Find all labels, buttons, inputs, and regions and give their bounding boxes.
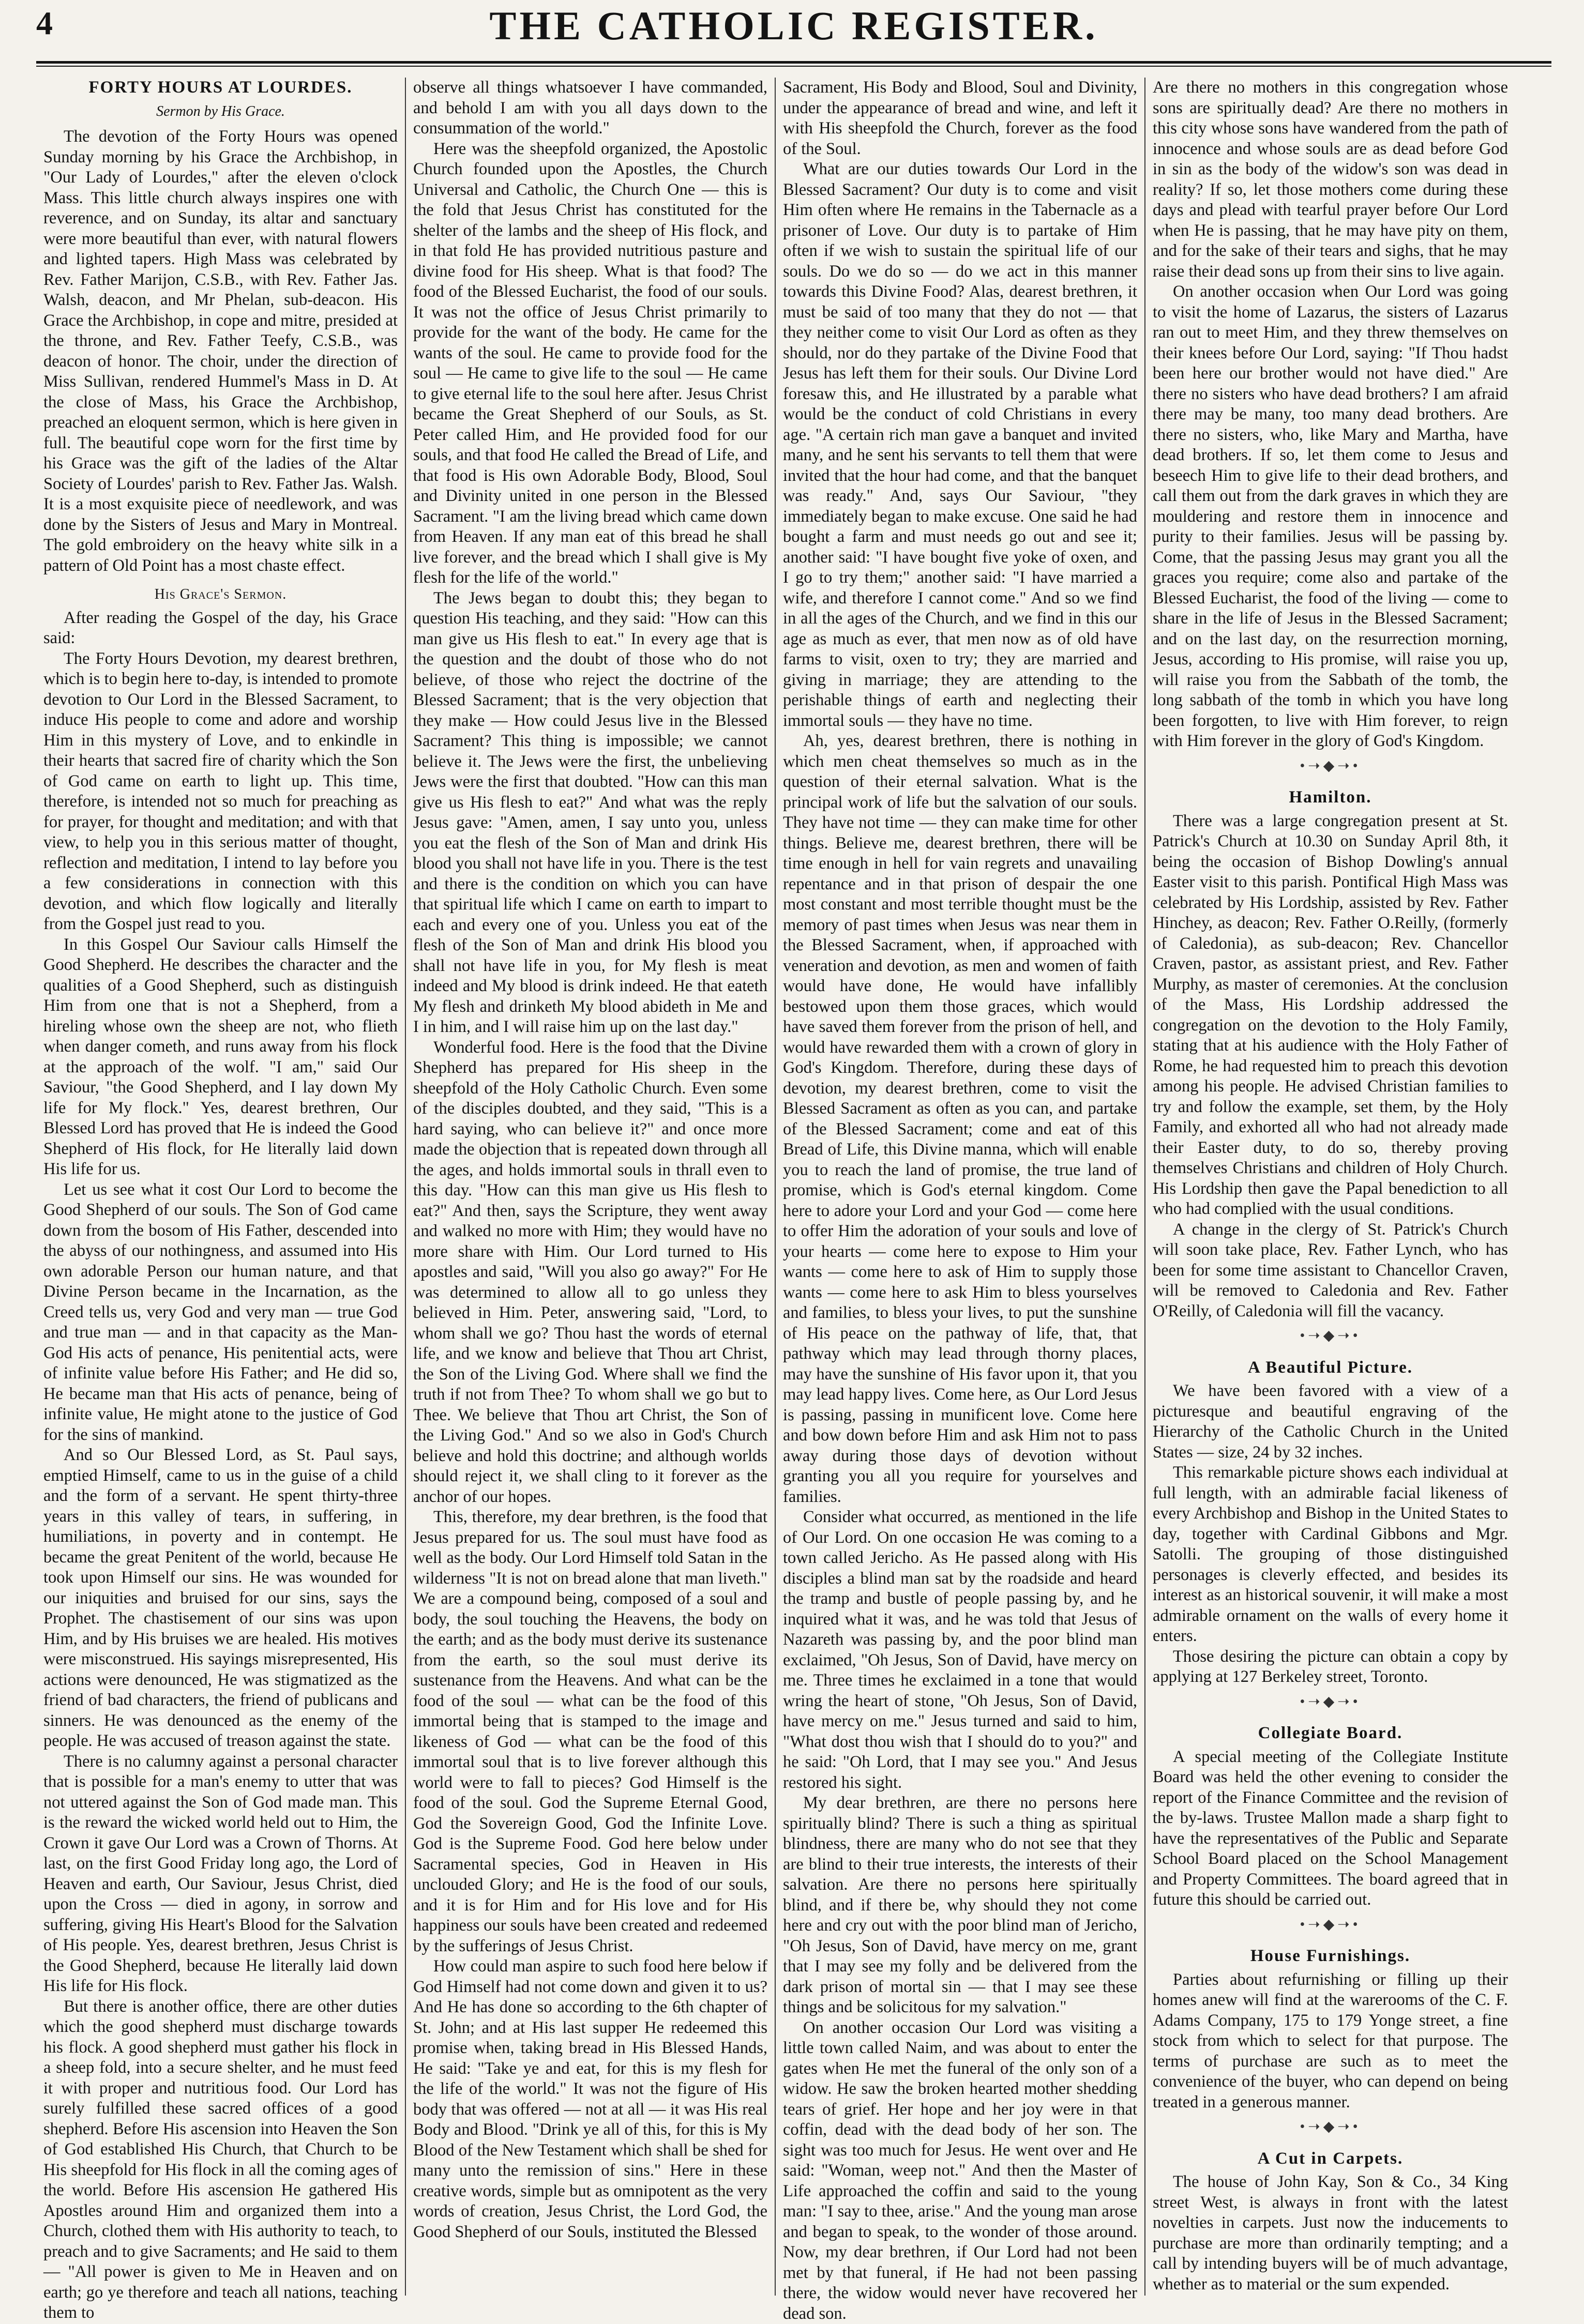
paragraph: There was a large congregation present at St. Patrick's Church at 10.30 on Sunday April 8th, it being the occasion of Bishop Dowling's annual Easter visit to this parish. Pontifical High Mass was celebrated by His Lordship, assisted by Rev. Father Hinchey, as deacon; Rev. Father O.Reilly, (formerly of Caledonia), as sub-deacon; Rev. Chancellor Craven, pastor, as assistant priest, and Rev. Father Murphy, as master of ceremonies. At the conclusion of the Mass, His Lordship addressed the congregation on the devotion to the Holy Family, stating that at his audience with the Holy Father of Rome, he had requested him to preach this devotion among his people. He advised Christian families to try and follow the example, set them, by the Holy Family, and exhorted all who had not already made their Easter duty, to do so, thereby proving themselves Christians and children of Holy Church. His Lordship then gave the Papal benediction to all who had complied with the usual conditions. [1153, 811, 1508, 1220]
article-title-picture: A Beautiful Picture. [1153, 1358, 1508, 1378]
paragraph: But there is another office, there are other duties which the good shepherd must discharge towards his flock. A good shepherd must gather his flock in a sheep fold, into a secure shelter, and he must feed it with proper and nutritious food. Our Lord has surely fulfilled these sacred offices of a good shepherd. Before His ascension into Heaven the Son of God established His Church, that Church to be His sheepfold for His flock in all the coming ages of the world. Before His ascension He gathered His Apostles around Him and organized them into a Church, clothed them with His authority to teach, to preach and to give Sacraments; and He said to them — "All power is given to Me in Heaven and on earth; go ye therefore and teach all nations, teaching them to [43, 1997, 398, 2323]
divider-ornament: •➝◆➝• [1153, 2117, 1508, 2137]
paragraph: And so Our Blessed Lord, as St. Paul says, emptied Himself, came to us in the guise of a child and the form of a servant. He spent thirty-three years in this valley of tears, in suffering, in humiliations, in poverty and in contempt. He became the great Penitent of the world, because He took upon Himself our sins. He was wounded for our iniquities and bruised for our sins, says the Prophet. The chastisement of our sins was upon Him, and by His bruises we are healed. His motives were misconstrued. His sayings misrepresented, His actions were denounced, He was stigmatized as the friend of bad characters, the friend of publicans and sinners. He was denounced as the enemy of the people. He was accused of treason against the state. [43, 1445, 398, 1752]
article-title-forty-hours: FORTY HOURS AT LOURDES. [43, 78, 398, 98]
page-number: 4 [36, 4, 53, 42]
paragraph: Wonderful food. Here is the food that the Divine Shepherd has prepared for His sheep in the sheepfold of the Holy Catholic Church. Even some of the disciples doubted, and they said, "This is a hard saying, who can believe it?" and once more made the objection that is repeated down through all the ages, and holds immortal souls in thrall even to this day. "How can this man give us His flesh to eat?" And then, says the Scripture, they went away and walked no more with Him; they would have no more share with Him. Our Lord turned to His apostles and said, "Will you also go away?" For He was determined to allow all to go unless they believed in Him. Peter, answering said, "Lord, to whom shall we go? Thou hast the words of eternal life, and we know and believe that Thou art Christ, the Son of the Living God. Where shall we find the truth if not from Thee? To whom shall we go but to Thee. We believe that Thou art Christ, the Son of the Living God." And so we also in God's Church believe and hold this doctrine; and although worlds should reject it, we shall cling to it forever as the anchor of our hopes. [413, 1038, 767, 1508]
article-title-collegiate-board: Collegiate Board. [1153, 1723, 1508, 1744]
paragraph: On another occasion Our Lord was visiting a little town called Naim, and was about to enter the gates when He met the funeral of the only son of a widow. He saw the broken hearted mother shedding tears of grief. Her hope and her joy were in that coffin, dead with the dead body of her son. The sight was too much for Jesus. He went over and He said: "Woman, weep not." And then the Master of Life approached the coffin and said to the young man: "I say to thee, arise." And the young man arose and began to speak, to the wonder of those around. Now, my dear brethren, if Our Lord had not been met by that funeral, if He had not been passing there, the widow would never have recovered her dead son. [783, 2018, 1137, 2324]
paragraph: There is no calumny against a personal character that is possible for a man's enemy to utter that was not uttered against the Son of God made man. This is the reward the wicked world held out to Him, the Crown it gave Our Lord was a Crown of Thorns. At last, on the first Good Friday long ago, the Lord of Heaven and earth, Our Saviour, Jesus Christ, died upon the Cross — died in agony, in sorrow and suffering, giving His Heart's Blood for the Salvation of His people. Yes, dearest brethren, Jesus Christ is the Good Shepherd, because He literally laid down His life for His flock. [43, 1752, 398, 1997]
column-4 [1145, 78, 1515, 2296]
article-title-carpets: A Cut in Carpets. [1153, 2149, 1508, 2169]
paragraph: This remarkable picture shows each individual at full length, with an admirable facial likeness of every Archbishop and Bishop in the United States to day, together with Cardinal Gibbons and Mgr. Satolli. The grouping of those distinguished personages is cleverly effected, and besides its interest as an historical souvenir, it will make a most admirable ornament on the walls of every home it enters. [1153, 1463, 1508, 1647]
paragraph: We have been favored with a view of a picturesque and beautiful engraving of the Hierarchy of the Catholic Church in the United States — size, 24 by 32 inches. [1153, 1381, 1508, 1463]
paragraph: A special meeting of the Collegiate Institute Board was held the other evening to consider the report of the Finance Committee and the revision of the by-laws. Trustee Mallon made a sharp fight to have the representatives of the Public and Separate School Board placed on the School Management and Property Committees. The board agreed that in future this should be carried out. [1153, 1747, 1508, 1910]
paper-title: THE CATHOLIC REGISTER. [489, 3, 1098, 49]
column-2 [406, 78, 776, 2296]
section-heading-sermon: His Grace's Sermon. [43, 584, 398, 605]
paragraph: After reading the Gospel of the day, his Grace said: [43, 608, 398, 649]
column-1 [36, 78, 406, 2296]
paragraph: Are there no mothers in this congregation whose sons are spiritually dead? Are there no mothers in this city whose sons have wandered from the path of innocence and whose souls are as dead before God in sin as the body of the widow's son was dead in reality? If so, let those mothers come during these days and plead with tearful prayer before Our Lord when He is passing, that he may have pity on them, and for the sake of their tears and sighs, that he may raise their dead sons up from their sins to live again. [1153, 78, 1508, 282]
paragraph: The devotion of the Forty Hours was opened Sunday morning by his Grace the Archbishop, in "Our Lady of Lourdes," after the eleven o'clock Mass. This little church always inspires one with reverence, and on Sunday, its altar and sanctuary were more beautiful than ever, with natural flowers and lighted tapers. High Mass was celebrated by Rev. Father Marijon, C.S.B., with Rev. Father Jas. Walsh, deacon, and Mr Phelan, sub-deacon. His Grace the Archbishop, in cope and mitre, presided at the throne, and Rev. Father Teefy, C.S.B., was deacon of honor. The choir, under the direction of Miss Sullivan, rendered Hummel's Mass in D. At the close of Mass, his Grace the Archbishop, preached an eloquent sermon, which is here given in full. The beautiful cope worn for the first time by his Grace was the gift of the ladies of the Altar Society of Lourdes' parish to Rev. Father Jas. Walsh. It is a most exquisite piece of needlework, and was done by the Sisters of Jesus and Mary in Montreal. The gold embroidery on the heavy white silk in a pattern of Old Point has a most chaste effect. [43, 127, 398, 576]
paragraph: How could man aspire to such food here below if God Himself had not come down and given it to us? And He has done so according to the 6th chapter of St. John; and at His last supper He redeemed this promise when, taking bread in His Blessed Hands, He said: "Take ye and eat, for this is my flesh for the life of the world." It was not the figure of His body that was offered — not at all — it was His real Body and Blood. "Drink ye all of this, for this is My Blood of the New Testament which shall be shed for many unto the remission of sins." Here in these creative words, simple but as omnipotent as the very words of creation, Jesus Christ, the Lord God, the Good Shepherd of our Souls, instituted the Blessed [413, 1956, 767, 2242]
paragraph: Ah, yes, dearest brethren, there is nothing in which men cheat themselves so much as in the question of their eternal salvation. What is the principal work of life but the salvation of our souls. They have not time — they can make time for other things. Believe me, dearest brethren, there will be time enough in hell for vain regrets and unavailing repentance and in that prison of despair the one most constant and most terrible thought must be the memory of past times when Jesus was near them in the Blessed Sacrament, when, if approached with veneration and devotion, as men and women of faith would have done, He would have infallibly bestowed upon them those graces, which would have saved them forever from the prison of hell, and would have rewarded them with a crown of glory in God's Kingdom. Therefore, during these days of devotion, my dearest brethren, come to visit the Blessed Sacrament as often as you can, and partake of the Blessed Sacrament; come and eat of this Bread of Life, this Divine manna, which will enable you to reach the land of promise, the true land of promise, which is God's eternal kingdom. Come here to adore your Lord and your God — come here to offer Him the adoration of your souls and love of your hearts — come here to expose to Him your wants — come here to ask of Him to supply those wants — come here to ask Him to bless yourselves and families, to bless your lives, to put the sunshine of His peace on the pathway of life, that, that pathway which may lead through thorny places, may have the sunshine of His favor upon it, that you may lead happy lives. Come here, as Our Lord Jesus is passing, passing in munificent love. Come here and bow down before Him and ask Him not to pass away during those days of devotion without granting you all you require for yourselves and families. [783, 731, 1137, 1507]
columns [36, 78, 1551, 2296]
divider-ornament: •➝◆➝• [1153, 1915, 1508, 1935]
article-title-house-furnishings: House Furnishings. [1153, 1946, 1508, 1967]
column-3 [776, 78, 1145, 2296]
divider-ornament: •➝◆➝• [1153, 1692, 1508, 1712]
paragraph: The house of John Kay, Son & Co., 34 King street West, is always in front with the latest novelties in carpets. Just now the inducements to purchase are more than ordinarily tempting; and a call by intending buyers will be of much advantage, whether as to material or the sum expended. [1153, 2172, 1508, 2295]
paragraph: My dear brethren, are there no persons here spiritually blind? There is such a thing as spiritual blindness, there are many who do not see that they are blind to their true interests, the interests of their salvation. Are there no persons here spiritually blind, and if there be, why should they not come here and cry out with the poor blind man of Jericho, "Oh Jesus, Son of David, have mercy on me, grant that I may see my folly and be delivered from the dark prison of mortal sin — that I may see these things and be solicitous for my salvation." [783, 1793, 1137, 2018]
paragraph: The Forty Hours Devotion, my dearest brethren, which is to begin here to-day, is intended to promote devotion to Our Lord in the Blessed Sacrament, to induce His people to come and adore and worship Him in this mystery of Love, and to enkindle in their hearts that sacred fire of charity which the Son of God came on earth to light up. This time, therefore, is intended not so much for preaching as for prayer, for thought and meditation; and with that view, to help you in this serious matter of thought, reflection and meditation, I intend to lay before you a few considerations in connection with this devotion, and which flow logically and literally from the Gospel just read to you. [43, 649, 398, 935]
paragraph: Let us see what it cost Our Lord to become the Good Shepherd of our souls. The Son of God came down from the bosom of His Father, descended into the abyss of our nothingness, and assumed into His own adorable Person our human nature, and that Divine Person became in the Incarnation, as the Creed tells us, very God and very man — true God and true man — and in that capacity as the Man-God His acts of penance, His penitential acts, were of infinite value before His Father; and He did so, He became man that His acts of penance, being of infinite value, He might atone to the justice of God for the sins of mankind. [43, 1180, 398, 1446]
paragraph: Here was the sheepfold organized, the Apostolic Church founded upon the Apostles, the Church Universal and Catholic, the Church One — this is the fold that Jesus Christ has constituted for the shelter of the lambs and the sheep of His flock, and in that fold He has provided nutritious pasture and divine food for His sheep. What is that food? The food of the Blessed Eucharist, the food of our souls. It was not the office of Jesus Christ primarily to provide for the want of the body. He came for the wants of the soul. He came to provide food for the soul — He came to give life to the soul — He came to give eternal life to the soul here after. Jesus Christ became the Great Shepherd of our Souls, as St. Peter called Him, and He provided food for our souls, and that food He called the Bread of Life, and that food is His own Adorable Body, Blood, Soul and Divinity united in one person in the Blessed Sacrament. "I am the living bread which came down from Heaven. If any man eat of this bread he shall live forever, and the bread which I shall give is My flesh for the life of the world." [413, 139, 767, 588]
paragraph: This, therefore, my dear brethren, is the food that Jesus prepared for us. The soul must have food as well as the body. Our Lord Himself told Satan in the wilderness "It is not on bread alone that man liveth." We are a compound being, composed of a soul and body, the soul touching the Heavens, the body on the earth; and as the body must derive its sustenance from the earth, so the soul must derive its sustenance from the Heavens. And what can be the food of the soul — what can be the food of this immortal being that is stamped to the image and likeness of God — what can be the food of this immortal soul that is to live forever although this world were to fall to pieces? God Himself is the food of the soul. God the Supreme Eternal Good, God the Sovereign Good, God the Infinite Love. God is the Supreme Food. God here below under Sacramental species, God in Heaven in His unclouded Glory; and He is the food of our souls, and it is for Him and for His love and for His happiness our souls have been created and redeemed by the sufferings of Jesus Christ. [413, 1507, 767, 1956]
paragraph: observe all things whatsoever I have commanded, and behold I am with you all days down to the consummation of the world." [413, 78, 767, 139]
paragraph: In this Gospel Our Saviour calls Himself the Good Shepherd. He describes the character and the qualities of a Good Shepherd, such as distinguish Him from one that is not a Shepherd, from a hireling whose own the sheep are not, who flieth when danger cometh, and runs away from his flock at the approach of the wolf. "I am," said Our Saviour, "the Good Shepherd, and I lay down My life for My flock." Yes, dearest brethren, Our Blessed Lord has proved that He is indeed the Good Shepherd of His flock, for He literally laid down His life for us. [43, 935, 398, 1180]
paragraph: Sacrament, His Body and Blood, Soul and Divinity, under the appearance of bread and wine, and left it with His sheepfold the Church, forever as the food of the Soul. [783, 78, 1137, 159]
paragraph: What are our duties towards Our Lord in the Blessed Sacrament? Our duty is to come and visit Him often where He remains in the Tabernacle as a prisoner of Love. Our duty is to partake of Him often if we wish to sustain the spiritual life of our souls. Do we do so — do we act in this manner towards this Divine Food? Alas, dearest brethren, it must be said of too many that they do not — that they neither come to visit Our Lord as often as they should, nor do they partake of the Divine Food that Jesus has left them for their souls. Our Divine Lord foresaw this, and He illustrated by a parable what would be the conduct of cold Christians in every age. "A certain rich man gave a banquet and invited many, and he sent his servants to tell them that were invited that the hour had come, and that the banquet was ready." And, says Our Saviour, "they immediately began to make excuse. One said he had bought a farm and must needs go out and see it; another said: "I have bought five yoke of oxen, and I go to try them;" another said: "I have married a wife, and therefore I cannot come." And so we find in all the ages of the Church, and we find in this our age as much as ever, that men now as of old have farms to visit, oxen to try; they are married and giving in marriage; they are attending to the perishable things of earth and neglecting their immortal souls — they have no time. [783, 159, 1137, 731]
masthead-rule [36, 61, 1551, 67]
divider-ornament: •➝◆➝• [1153, 1326, 1508, 1346]
article-subtitle-sermon: Sermon by His Grace. [43, 101, 398, 122]
paragraph: The Jews began to doubt this; they began to question His teaching, and they said: "How can this man give us His flesh to eat." In every age that is the question and the doubt of those who do not believe, of those who reject the doctrine of the Blessed Sacrament; that is the very objection that they make — How could Jesus live in the Blessed Sacrament? This thing is impossible; we cannot believe it. The Jews were the first, the unbelieving Jews were the first that doubted. "How can this man give us His flesh to eat?" And what was the reply Jesus gave: "Amen, amen, I say unto you, unless you eat the flesh of the Son of Man and drink His blood you shall not have life in you. There is the test and there is the condition on which you can have that spiritual life which I came on earth to impart to each and every one of you. Unless you eat of the flesh of the Son of Man and drink His blood you shall not have life in you, for My flesh is meat indeed and My blood is drink indeed. He that eateth My flesh and drinketh My blood abideth in Me and I in him, and I will raise him up on the last day." [413, 588, 767, 1038]
paragraph: Consider what occurred, as mentioned in the life of Our Lord. On one occasion He was coming to a town called Jericho. As He passed along with His disciples a blind man sat by the roadside and heard the tramp and bustle of people passing by, and he inquired what it was, and he was told that Jesus of Nazareth was passing by, and the poor blind man exclaimed, "Oh Jesus, Son of David, have mercy on me. Three times he exclaimed in a tone that would wring the heart of stone, "Oh Jesus, Son of David, have mercy on me." Jesus turned and said to him, "What dost thou wish that I should do to you?" and he said: "Oh Lord, that I may see you." And Jesus restored his sight. [783, 1507, 1137, 1793]
divider-ornament: •➝◆➝• [1153, 756, 1508, 777]
article-title-hamilton: Hamilton. [1153, 787, 1508, 808]
paragraph: On another occasion when Our Lord was going to visit the home of Lazarus, the sisters of Lazarus ran out to meet Him, and they threw themselves on their knees before Our Lord, saying: "If Thou hadst been here our brother would not have died." Are there no sisters who have dead brothers? I am afraid there may be many, too many dead brothers. Are there no sisters, who, like Mary and Martha, have dead brothers. If so, let them come to Jesus and beseech Him to give life to their dead brothers, and call them out from the dark graves in which they are mouldering and restore them in innocence and purity to their families. Jesus will be passing by. Come, that the passing Jesus may grant you all the graces you require; come also and partake of the Blessed Eucharist, the food of the living — come to share in the life of Jesus in the Blessed Sacrament; and on the last day, on the resurrection morning, Jesus, according to His promise, will raise you up, will raise you from the Sabbath of the tomb, the long sabbath of the tomb in which you have long been forgotten, to live with Him forever, to reign with Him forever in the glory of God's Kingdom. [1153, 282, 1508, 752]
paragraph: Those desiring the picture can obtain a copy by applying at 127 Berkeley street, Toronto. [1153, 1647, 1508, 1688]
paragraph: Parties about refurnishing or filling up their homes anew will find at the warerooms of the C. F. Adams Company, 175 to 179 Yonge street, a fine stock from which to select for that purpose. The terms of purchase are such as to meet the convenience of the buyer, who can depend on being treated in a generous manner. [1153, 1970, 1508, 2113]
masthead [36, 0, 1551, 52]
paragraph: A change in the clergy of St. Patrick's Church will soon take place, Rev. Father Lynch, who has been for some time assistant to Chancellor Craven, will be removed to Caledonia and Rev. Father O'Reilly, of Caledonia will fill the vacancy. [1153, 1220, 1508, 1322]
